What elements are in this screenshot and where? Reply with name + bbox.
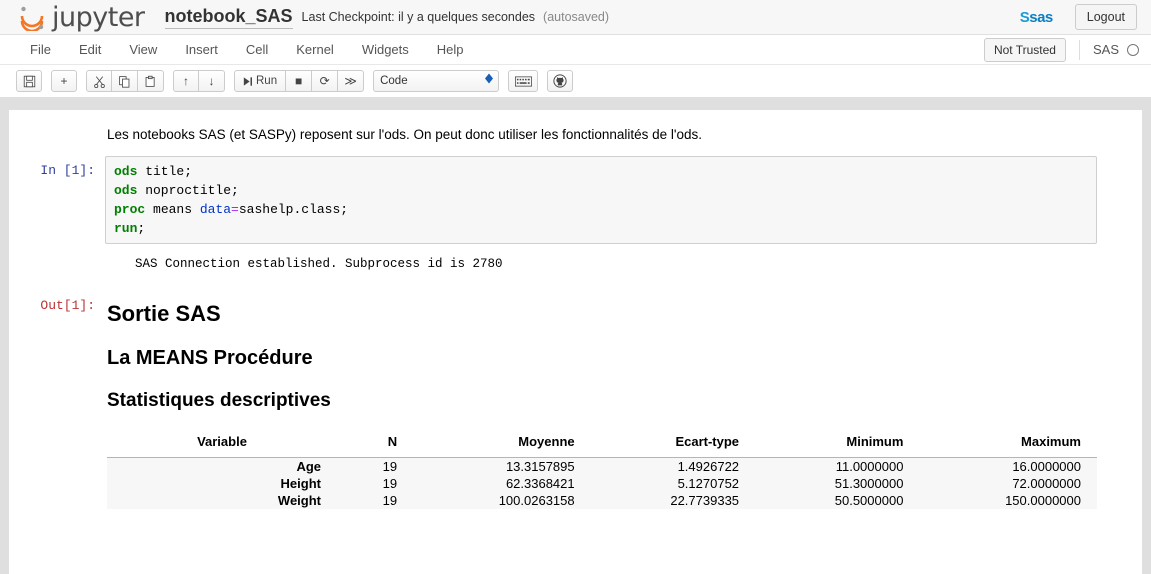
- code-token-ods2: ods: [114, 183, 138, 199]
- statistics-table: [107, 431, 1097, 509]
- code-token-dataset: sashelp.class;: [238, 202, 349, 218]
- save-icon: [23, 75, 36, 88]
- save-button[interactable]: [16, 70, 42, 92]
- paste-icon: [144, 75, 157, 88]
- kernel-idle-indicator-icon: [1127, 44, 1139, 56]
- menu-item-widgets[interactable]: Widgets: [361, 42, 409, 57]
- code-token-title: title;: [137, 164, 193, 179]
- menu-item-help[interactable]: Help: [436, 42, 464, 57]
- jupyter-logo-text: jupyter: [52, 1, 145, 33]
- menu-item-edit[interactable]: Edit: [78, 42, 102, 57]
- menu-bar-right-group: [984, 38, 1151, 62]
- cell-minimum: 50.5000000: [755, 492, 919, 509]
- column-header-ecart-type: Ecart-type: [591, 431, 755, 458]
- code-cell-body[interactable]: [105, 156, 1142, 271]
- notebook-name[interactable]: notebook_SAS: [165, 6, 293, 29]
- move-cell-up-button[interactable]: ↑: [173, 70, 199, 92]
- cell-moyenne: 100.0263158: [413, 492, 591, 509]
- code-token-semicolon: ;: [137, 221, 146, 237]
- copy-icon: [118, 75, 131, 88]
- restart-kernel-button[interactable]: ⟳: [312, 70, 338, 92]
- logout-button[interactable]: Logout: [1075, 4, 1137, 30]
- chevron-down-icon: [485, 79, 493, 84]
- run-icon: [243, 76, 253, 87]
- code-cell-prompt: In [1]:: [40, 163, 95, 178]
- cell-moyenne: 62.3368421: [413, 475, 591, 492]
- table-row: [107, 458, 1097, 476]
- output-title: Sortie SAS: [107, 301, 221, 327]
- toolbar-group-command-palette: [508, 70, 538, 92]
- cell-variable: Age: [107, 458, 347, 476]
- column-header-n: N: [347, 431, 413, 458]
- stream-output: SAS Connection established. Subprocess id is 2780: [135, 257, 503, 272]
- column-header-moyenne: Moyenne: [413, 431, 591, 458]
- table-row: [107, 475, 1097, 492]
- cell-moyenne: 13.3157895: [413, 458, 591, 476]
- code-token-data: data: [199, 202, 232, 218]
- code-token-means: means: [145, 202, 200, 218]
- markdown-cell-prompt: [9, 124, 105, 156]
- markdown-text: Les notebooks SAS (et SASPy) reposent sur l'ods. On peut donc utiliser les fonctionnalités de l'ods.: [107, 127, 702, 142]
- move-cell-down-button[interactable]: ↓: [199, 70, 225, 92]
- copy-cell-button[interactable]: [112, 70, 138, 92]
- code-cell[interactable]: [9, 156, 1142, 271]
- cell-minimum: 11.0000000: [755, 458, 919, 476]
- cell-minimum: 51.3000000: [755, 475, 919, 492]
- column-header-maximum: Maximum: [919, 431, 1097, 458]
- output-cell-prompt: Out[1]:: [40, 298, 95, 314]
- table-row: [107, 492, 1097, 509]
- code-token-equals: =: [231, 202, 239, 218]
- cut-cell-button[interactable]: [86, 70, 112, 92]
- menu-item-file[interactable]: File: [30, 42, 51, 57]
- interrupt-kernel-button[interactable]: ■: [286, 70, 312, 92]
- notebook-scroll-area[interactable]: [0, 98, 1151, 574]
- cell-n: 19: [347, 458, 413, 476]
- github-icon: [553, 74, 567, 88]
- column-header-minimum: Minimum: [755, 431, 919, 458]
- toolbar-group-move: [173, 70, 225, 92]
- cell-variable: Height: [107, 475, 347, 492]
- command-palette-button[interactable]: [508, 70, 538, 92]
- cell-ecart-type: 22.7739335: [591, 492, 755, 509]
- column-header-variable: Variable: [107, 431, 347, 458]
- cell-type-select[interactable]: [373, 70, 499, 92]
- cell-maximum: 150.0000000: [919, 492, 1097, 509]
- code-editor[interactable]: [105, 156, 1097, 244]
- sas-logo-rest: sas: [1029, 8, 1053, 26]
- markdown-cell-body[interactable]: [105, 124, 1142, 156]
- output-subtitle: La MEANS Procédure: [107, 347, 313, 370]
- output-table-title: Statistiques descriptives: [107, 390, 331, 412]
- cell-maximum: 72.0000000: [919, 475, 1097, 492]
- kernel-name-label: SAS: [1092, 42, 1119, 57]
- cell-n: 19: [347, 492, 413, 509]
- cell-maximum: 16.0000000: [919, 458, 1097, 476]
- scissors-icon: [93, 75, 106, 88]
- jupyter-logo-icon: [18, 3, 46, 31]
- sas-logo: [1020, 9, 1053, 26]
- menu-item-cell[interactable]: Cell: [245, 42, 269, 57]
- toolbar-group-run: [234, 70, 364, 92]
- output-cell-body: [105, 291, 1142, 509]
- code-token-proc: proc: [114, 202, 146, 218]
- menu-item-kernel[interactable]: Kernel: [296, 42, 334, 57]
- toolbar: [0, 65, 1151, 98]
- paste-cell-button[interactable]: [138, 70, 164, 92]
- cell-n: 19: [347, 475, 413, 492]
- table-header-row: [107, 431, 1097, 458]
- markdown-cell[interactable]: [9, 124, 1142, 156]
- statistics-table-body: [107, 458, 1097, 510]
- sas-logo-s: S: [1019, 8, 1030, 26]
- restart-and-run-all-button[interactable]: ≫: [338, 70, 364, 92]
- cell-ecart-type: 1.4926722: [591, 458, 755, 476]
- statistics-table-head: [107, 431, 1097, 458]
- notebook-page: [9, 110, 1142, 574]
- code-token-run: run: [114, 221, 138, 237]
- output-cell: [9, 291, 1142, 509]
- github-button[interactable]: [547, 70, 573, 92]
- insert-cell-button[interactable]: +: [51, 70, 77, 92]
- header-right-group: [1020, 4, 1137, 30]
- run-cell-button[interactable]: [234, 70, 286, 92]
- divider: [1079, 40, 1080, 60]
- menu-bar: [0, 35, 1151, 65]
- code-token-noproctitle: noproctitle;: [137, 183, 239, 199]
- jupyter-logo[interactable]: [18, 3, 145, 31]
- code-token-ods1: ods: [114, 164, 138, 179]
- keyboard-icon: [515, 76, 532, 87]
- toolbar-group-add: [51, 70, 77, 92]
- run-cell-label: Run: [256, 75, 278, 87]
- toolbar-group-github: [547, 70, 573, 92]
- autosaved-label: (autosaved): [543, 10, 610, 24]
- trust-status-button[interactable]: Not Trusted: [984, 38, 1066, 62]
- page-header: [0, 0, 1151, 35]
- menu-item-insert[interactable]: Insert: [185, 42, 218, 57]
- menu-item-view[interactable]: View: [129, 42, 158, 57]
- cell-type-value: Code: [380, 75, 408, 87]
- cell-ecart-type: 5.1270752: [591, 475, 755, 492]
- checkpoint-label: Last Checkpoint: il y a quelques secondes: [301, 10, 536, 24]
- cell-variable: Weight: [107, 492, 347, 509]
- toolbar-group-edit: [86, 70, 164, 92]
- toolbar-group-save: [16, 70, 42, 92]
